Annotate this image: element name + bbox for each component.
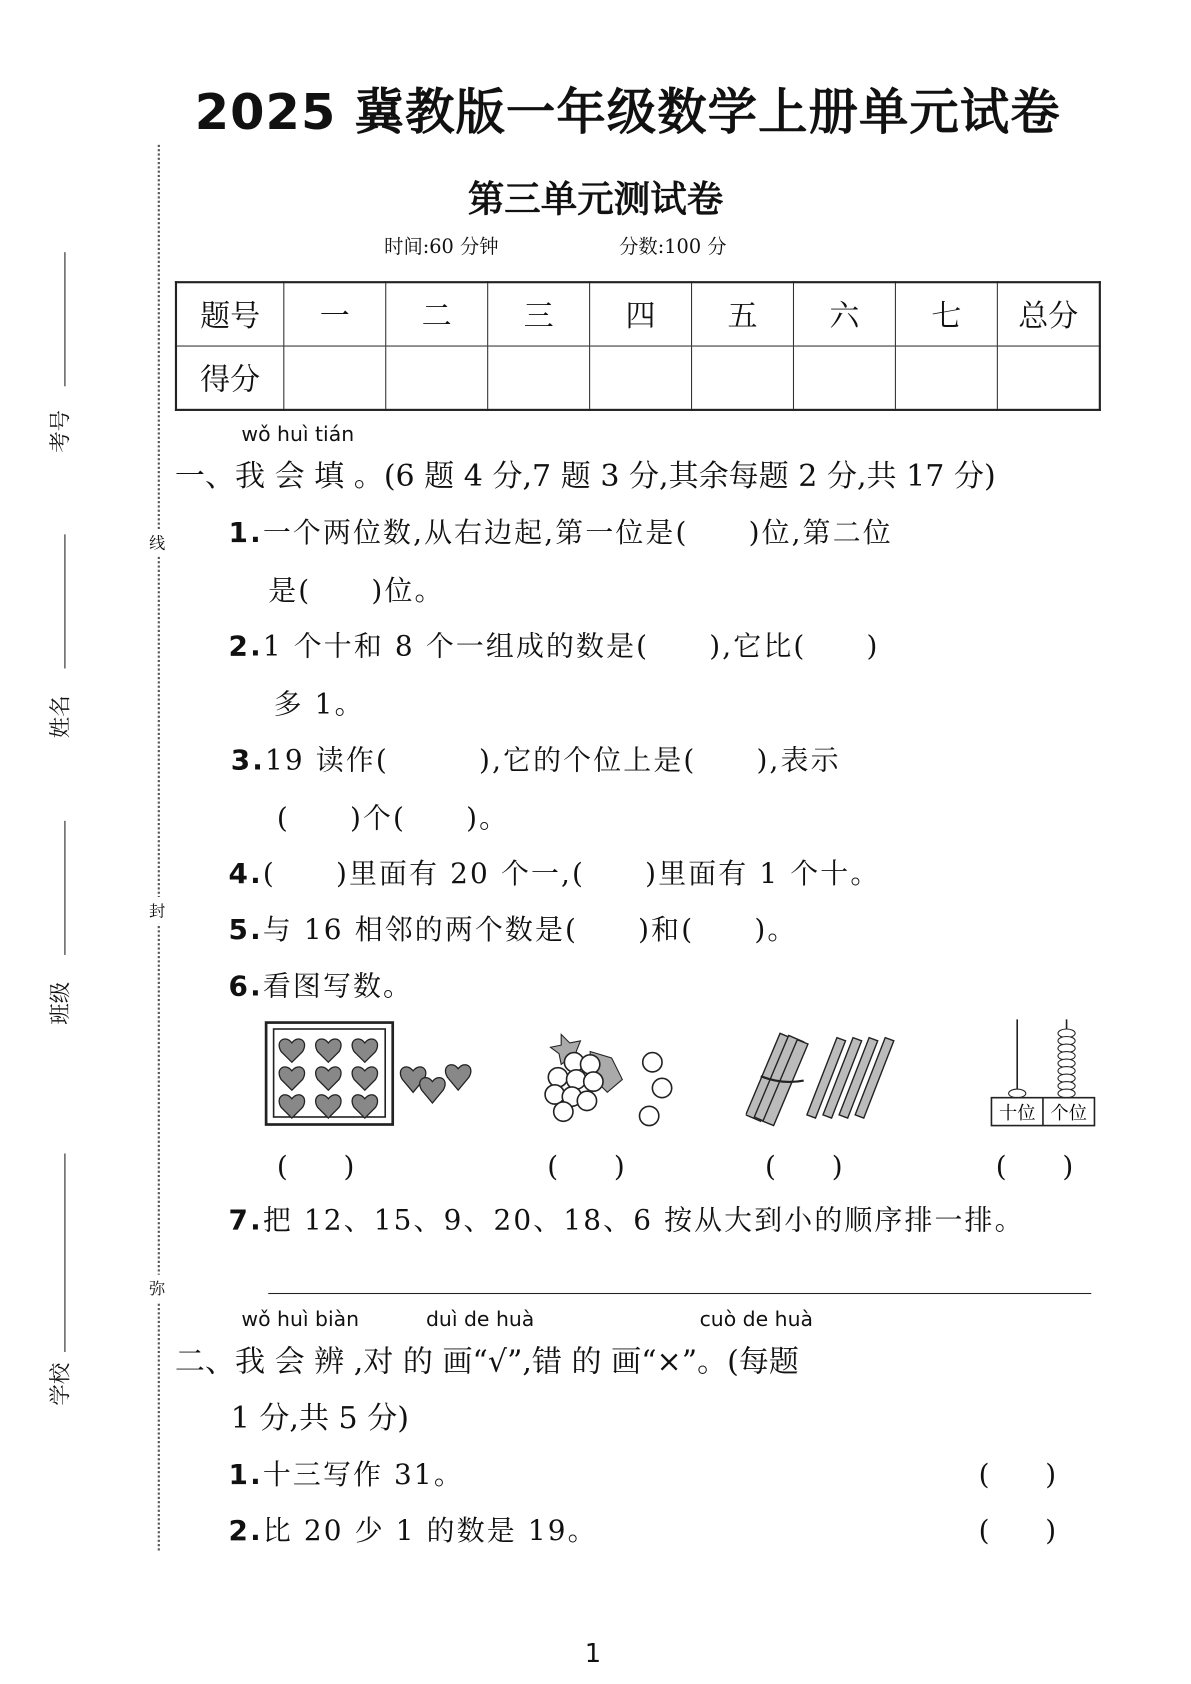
question-6 bbox=[229, 965, 414, 1005]
picture-answer-4[interactable]: ( ) bbox=[995, 1151, 1074, 1184]
cell: 五 bbox=[692, 282, 794, 346]
cell: 总分 bbox=[997, 282, 1099, 346]
cell: 四 bbox=[590, 282, 692, 346]
question-2 bbox=[229, 624, 880, 664]
q-text: 看图写数。 bbox=[262, 971, 414, 1004]
unit-test-title: 第三单元测试卷 bbox=[467, 178, 724, 222]
q-text: 1 个十和 8 个一组成的数是( ),它比( ) bbox=[262, 630, 880, 664]
picture-answer-1[interactable]: ( ) bbox=[276, 1151, 355, 1184]
page-number: 1 bbox=[584, 1638, 602, 1669]
q-text: 十三写作 31。 bbox=[262, 1459, 464, 1492]
exam-number-label: 考号 bbox=[47, 409, 73, 453]
seal-mark-xian: 线 bbox=[149, 529, 165, 556]
question-5 bbox=[229, 908, 798, 948]
q-num: 4. bbox=[228, 858, 263, 891]
score-cell[interactable] bbox=[793, 346, 895, 410]
question-4 bbox=[229, 852, 881, 892]
q-num: 1. bbox=[228, 1459, 263, 1492]
cell: 六 bbox=[793, 282, 895, 346]
tens-label: 十位 bbox=[998, 1103, 1036, 1125]
score-cell[interactable] bbox=[997, 346, 1099, 410]
cell: 二 bbox=[386, 282, 488, 346]
q-num: 2. bbox=[228, 630, 263, 664]
class-line[interactable] bbox=[64, 821, 65, 955]
question-7 bbox=[229, 1199, 1025, 1239]
total-score: 分数:100 分 bbox=[619, 236, 727, 259]
judge-answer-1[interactable]: ( ) bbox=[978, 1459, 1057, 1492]
score-cell[interactable] bbox=[386, 346, 488, 410]
seal-mark-mi: 弥 bbox=[149, 1275, 165, 1302]
question-3 bbox=[231, 738, 841, 778]
cell: 七 bbox=[895, 282, 997, 346]
q-num: 1. bbox=[228, 517, 263, 550]
q-text: ( )里面有 20 个一,( )里面有 1 个十。 bbox=[262, 858, 881, 891]
abacus-picture bbox=[987, 1014, 1100, 1132]
q-text: 一个两位数,从右边起,第一位是( )位,第二位 bbox=[262, 517, 893, 550]
section1-pinyin: wǒ huì tián bbox=[241, 422, 355, 447]
exam-number-line[interactable] bbox=[64, 252, 65, 386]
q-num: 6. bbox=[228, 971, 263, 1004]
ones-label: 个位 bbox=[1050, 1103, 1087, 1125]
cell: 得分 bbox=[176, 346, 284, 410]
class-label: 班级 bbox=[47, 981, 73, 1025]
judge-answer-2[interactable]: ( ) bbox=[978, 1515, 1057, 1548]
seal-mark-feng: 封 bbox=[149, 897, 165, 924]
grapes-picture bbox=[531, 1021, 692, 1128]
main-title: 2025 冀教版一年级数学上册单元试卷 bbox=[194, 82, 1061, 141]
q-num: 5. bbox=[228, 914, 263, 947]
score-table-header-row bbox=[176, 282, 1100, 346]
school-line[interactable] bbox=[64, 1153, 65, 1352]
q-num: 3. bbox=[230, 744, 265, 777]
section2-title: 二、我 会 辨 ,对 的 画“√”,错 的 画“×”。(每题 bbox=[174, 1343, 799, 1379]
time-limit: 时间:60 分钟 bbox=[384, 236, 499, 259]
section2-pinyin-2: duì de huà bbox=[425, 1307, 535, 1332]
cell: 题号 bbox=[176, 282, 284, 346]
score-cell[interactable] bbox=[895, 346, 997, 410]
section2-pinyin-3: cuò de huà bbox=[699, 1307, 813, 1332]
section2-title-cont: 1 分,共 5 分) bbox=[230, 1400, 409, 1436]
q-num: 2. bbox=[228, 1515, 263, 1548]
section1-title: 一、我 会 填 。(6 题 4 分,7 题 3 分,其余每题 2 分,共 17 分) bbox=[174, 458, 996, 494]
hearts-box-picture bbox=[263, 1019, 478, 1132]
score-cell[interactable] bbox=[692, 346, 794, 410]
question-1 bbox=[229, 511, 893, 551]
question-1-cont: 是( )位。 bbox=[268, 575, 445, 608]
score-cell[interactable] bbox=[590, 346, 692, 410]
question-2-cont: 多 1。 bbox=[273, 688, 365, 722]
cell: 三 bbox=[488, 282, 590, 346]
score-cell[interactable] bbox=[284, 346, 386, 410]
sticks-bundle-picture bbox=[746, 1025, 907, 1127]
name-label: 姓名 bbox=[47, 695, 73, 739]
cell: 一 bbox=[284, 282, 386, 346]
picture-answer-3[interactable]: ( ) bbox=[765, 1151, 843, 1184]
question-3-cont: ( )个( )。 bbox=[276, 802, 510, 835]
q-text: 比 20 少 1 的数是 19。 bbox=[262, 1515, 598, 1548]
picture-answer-2[interactable]: ( ) bbox=[547, 1151, 625, 1184]
q-text: 与 16 相邻的两个数是( )和( )。 bbox=[262, 914, 798, 947]
name-line[interactable] bbox=[64, 534, 65, 668]
score-table bbox=[175, 281, 1101, 411]
q-text: 把 12、15、9、20、18、6 按从大到小的顺序排一排。 bbox=[262, 1204, 1025, 1238]
q-num: 7. bbox=[228, 1204, 263, 1238]
judge-question-2 bbox=[229, 1509, 598, 1549]
binding-dotted-line bbox=[158, 145, 160, 1551]
score-cell[interactable] bbox=[488, 346, 590, 410]
school-label: 学校 bbox=[47, 1362, 73, 1406]
question-7-answer-line[interactable] bbox=[268, 1293, 1091, 1294]
q-text: 19 读作( ),它的个位上是( ),表示 bbox=[264, 744, 841, 777]
section2-pinyin-1: wǒ huì biàn bbox=[241, 1307, 360, 1332]
judge-question-1 bbox=[229, 1453, 464, 1493]
score-table-score-row bbox=[176, 346, 1100, 410]
